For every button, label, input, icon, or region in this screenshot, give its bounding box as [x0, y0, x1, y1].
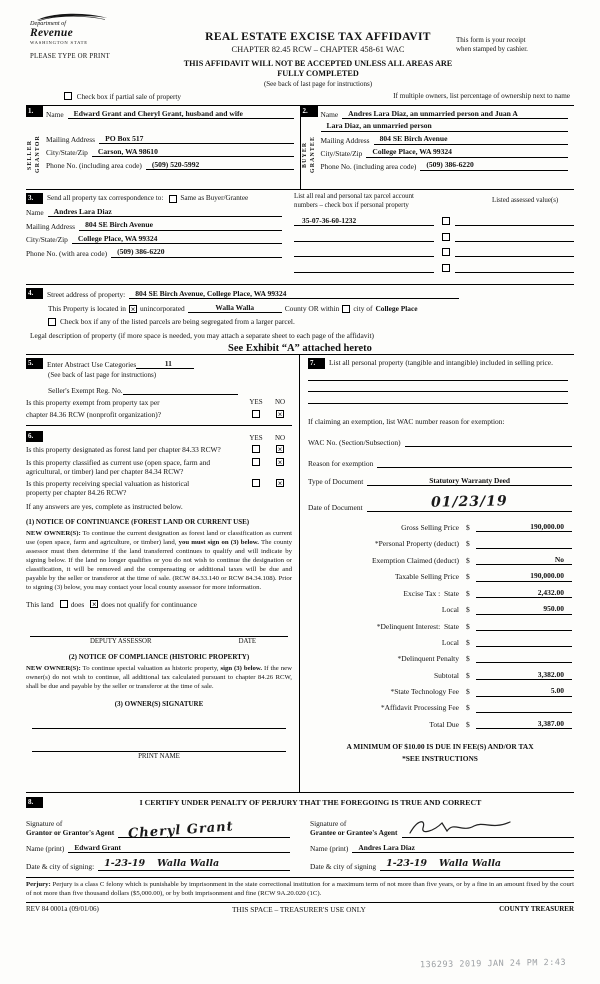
dollar-sign: $ — [466, 670, 470, 680]
section-5-number: 5. — [26, 358, 43, 369]
partial-sale-row — [64, 92, 181, 103]
seller-name-label: Name — [46, 109, 64, 119]
receipt-line2: when stamped by cashier. — [456, 45, 528, 54]
exempt-question-line2 — [26, 410, 292, 419]
seller-mailing-label: Mailing Address — [46, 135, 96, 145]
grantee-signature-scribble — [406, 817, 516, 837]
name-print-label: Name (print) — [26, 844, 65, 853]
section-6-land-classification — [26, 425, 292, 761]
forest-yes-checkbox[interactable] — [252, 445, 260, 453]
no-header: NO — [274, 433, 286, 442]
field-row — [46, 121, 294, 131]
grantor-signature-block — [26, 812, 304, 871]
money-row — [308, 571, 572, 581]
money-value[interactable] — [476, 621, 572, 631]
street-address-value[interactable]: 804 SE Birch Avenue, College Place, WA 99324 — [129, 289, 459, 299]
corr-phone-label: Phone No. (with area code) — [26, 248, 108, 258]
notice-text-1: To continue the current designation as forest land or classification as current use (open space, farm and agriculture, or timber) land, — [26, 529, 292, 546]
grantor-signing-city[interactable]: Walla Walla — [151, 858, 290, 871]
seller-grantor-block — [26, 106, 300, 189]
date-city-label: Date & city of signing — [310, 861, 377, 871]
parcel-personal-checkbox[interactable] — [442, 217, 450, 225]
continuance-qualify-row — [26, 600, 292, 609]
field-row — [321, 109, 569, 119]
grantee-vertical-label: GRANTEE — [309, 135, 316, 174]
dollar-sign: $ — [466, 572, 470, 582]
money-label: Subtotal — [433, 670, 459, 680]
dollar-sign: $ — [466, 703, 470, 713]
logo-text-revenue: Revenue — [30, 26, 73, 39]
section-5-see-back: (See back of last page for instructions) — [48, 371, 157, 379]
reason-exemption-label: Reason for exemption — [308, 458, 374, 468]
grantee-printed-name[interactable]: Andres Lara Diaz — [352, 843, 574, 853]
does-label: does — [70, 599, 85, 609]
money-label: Total Due — [429, 719, 459, 729]
money-row — [308, 539, 572, 549]
historic-text-line2: property per chapter 84.26 RCW? — [26, 488, 127, 498]
legal-description-value[interactable]: See Exhibit “A” attached hereto — [228, 342, 372, 354]
grantor-signing-date[interactable]: 1-23-19 — [98, 858, 151, 871]
abstract-row — [26, 358, 292, 369]
section-3-header — [26, 193, 282, 204]
dollar-sign: $ — [466, 605, 470, 615]
dollar-sign: $ — [466, 555, 470, 565]
no-header: NO — [274, 398, 286, 407]
assessed-value-field[interactable] — [455, 263, 574, 273]
money-label: *Delinquent Penalty — [397, 654, 459, 663]
personal-property-field[interactable] — [308, 381, 568, 393]
exempt-reg-field[interactable] — [123, 385, 238, 395]
parcel-list-header — [294, 193, 574, 210]
parcel-row — [294, 216, 574, 226]
money-value[interactable]: 190,000.00 — [476, 571, 572, 581]
money-label: Local — [441, 605, 459, 615]
money-label: Local — [441, 637, 459, 647]
money-row — [308, 719, 572, 729]
buyer-mailing-label: Mailing Address — [320, 135, 370, 145]
rev-form-number: REV 84 0001a (09/01/06) — [26, 904, 99, 913]
deputy-assessor-signature-line[interactable] — [30, 613, 288, 637]
located-in-row — [48, 303, 574, 313]
document-date-label: Date of Document — [308, 502, 363, 512]
section-1-number: 1. — [26, 106, 43, 117]
dollar-sign: $ — [466, 687, 470, 697]
notice-text-2: The county assessor must then determine if the land transferred continues to qualify and will indicate by signing below. If the land no longer qualifies or you do not wish to continue the designation or classification, it will be removed and the compensating or additional taxes will be due and payable by the seller or transferor at the time of sale. (RCW 84.33.140 or RCW 84.34.108). Prior to signing (3) below, you may contact your local county assessor for more information. — [26, 538, 292, 591]
wac-number-field[interactable] — [405, 437, 572, 447]
grantee-agent-label: Grantee or Grantee's Agent — [310, 828, 398, 838]
notice-continuance-body — [26, 529, 292, 592]
seller-name-value[interactable]: Edward Grant and Cheryl Grant, husband and wife — [68, 109, 294, 119]
section-5-abstract-use — [26, 358, 292, 419]
corr-mailing-label: Mailing Address — [26, 221, 76, 231]
field-row — [26, 234, 282, 244]
money-value[interactable]: 3,382.00 — [476, 670, 572, 680]
forest-land-text: Is this property designated as forest land per chapter 84.33 RCW? — [26, 445, 221, 455]
dollar-sign: $ — [466, 654, 470, 663]
grantee-signature-field[interactable] — [402, 814, 574, 838]
land-does-checkbox[interactable] — [60, 600, 68, 608]
money-row — [308, 670, 572, 680]
money-row — [308, 621, 572, 631]
money-label: *Delinquent Interest: State — [376, 621, 459, 631]
section-7-header — [308, 358, 572, 369]
section-3-tax-correspondence — [26, 190, 574, 285]
section-4-property-location — [26, 285, 574, 355]
grantee-name-row — [310, 843, 574, 853]
money-value[interactable]: 2,432.00 — [476, 588, 572, 598]
grantee-signing-date[interactable]: 1-23-19 — [380, 858, 433, 871]
unincorporated-label: unincorporated — [140, 304, 185, 313]
money-label: Gross Selling Price — [401, 523, 459, 532]
partial-sale-checkbox[interactable] — [64, 92, 72, 100]
corr-name-value[interactable]: Andres Lara Diaz — [48, 207, 282, 217]
grantor-vertical-label: GRANTOR — [35, 135, 41, 174]
assessed-value-label: Listed assessed value(s) — [492, 197, 559, 204]
assessed-value-field[interactable] — [455, 232, 574, 242]
wac-row — [308, 437, 572, 447]
dept-of-revenue-logo — [30, 12, 116, 46]
money-value[interactable]: 5.00 — [476, 686, 572, 696]
section-8-number: 8. — [26, 797, 43, 808]
seller-side-strip — [26, 106, 44, 189]
historic-text-line1: Is this property receiving special valuation as historical — [26, 479, 190, 488]
exempt-question-text1: Is this property exempt from property tax per — [26, 397, 160, 407]
parcel-personal-checkbox[interactable] — [442, 264, 450, 272]
seller-phone-value[interactable]: (509) 520-5992 — [146, 160, 294, 170]
dollar-sign: $ — [466, 523, 470, 532]
reason-row — [308, 458, 572, 468]
seller-csz-label: City/State/Zip — [46, 148, 88, 158]
money-value[interactable] — [476, 703, 572, 713]
corr-name-label: Name — [26, 208, 44, 218]
money-row — [308, 653, 572, 663]
cashier-date-stamp: 136293 2019 JAN 24 PM 2:43 — [419, 958, 567, 971]
located-in-label: This Property is located in — [48, 304, 126, 313]
parcel-row — [294, 247, 574, 257]
parties-section — [26, 105, 574, 190]
county-name-value[interactable]: Walla Walla — [188, 303, 282, 313]
money-row — [308, 555, 572, 565]
current-use-question — [26, 458, 292, 477]
forest-no-checkbox[interactable]: × — [277, 445, 283, 454]
same-as-buyer-checkbox[interactable] — [169, 195, 177, 203]
yes-header: YES — [249, 398, 263, 407]
owner-signature-line[interactable] — [32, 729, 286, 752]
exempt-reg-label: Seller's Exempt Reg. No. — [48, 385, 123, 395]
sign-below-bold: sign (3) below. — [220, 665, 263, 673]
parcel-number-value[interactable] — [294, 232, 434, 242]
dollar-sign: $ — [466, 621, 470, 631]
money-value[interactable]: No — [476, 555, 572, 565]
notice-continuance-title: (1) NOTICE OF CONTINUANCE (FOREST LAND OR CURRENT USE) — [26, 517, 250, 526]
owner-signature-line[interactable] — [32, 709, 286, 729]
document-type-row — [308, 476, 572, 486]
section-8-certification — [26, 793, 574, 878]
money-value[interactable]: 190,000.00 — [476, 522, 572, 532]
section-2-number: 2. — [301, 106, 318, 117]
money-row — [308, 604, 572, 614]
logo-text-state: WASHINGTON STATE — [30, 40, 88, 46]
footer-row — [26, 902, 574, 914]
wac-number-label: WAC No. (Section/Subsection) — [308, 437, 401, 447]
title-block — [180, 12, 456, 92]
main-two-column — [26, 355, 574, 793]
field-row — [46, 134, 294, 144]
dollar-sign: $ — [466, 637, 470, 647]
buyer-phone-value[interactable]: (509) 386-6220 — [420, 160, 568, 170]
dollar-sign: $ — [466, 588, 470, 598]
form-title: REAL ESTATE EXCISE TAX AFFIDAVIT — [205, 30, 431, 43]
land-does-not-checkbox[interactable]: × — [92, 600, 97, 609]
assessed-value-field[interactable] — [455, 216, 574, 226]
receipt-line1: This form is your receipt — [456, 36, 526, 44]
grantor-name-row — [26, 843, 290, 853]
forest-land-question — [26, 445, 292, 454]
handwritten-date: 01/23/19 — [430, 492, 508, 511]
minimum-fee-note: A MINIMUM OF $10.00 IS DUE IN FEE(S) AND/OR TAX — [346, 742, 534, 752]
section-7-selling-price — [300, 355, 574, 792]
field-row — [46, 147, 294, 157]
section-6-number: 6. — [26, 431, 43, 442]
money-value[interactable] — [476, 653, 572, 663]
money-value[interactable]: 3,387.00 — [476, 719, 572, 729]
city-of-label: city of — [353, 304, 373, 313]
chapter-line: CHAPTER 82.45 RCW – CHAPTER 458-61 WAC — [231, 45, 405, 55]
grantor-date-row — [26, 858, 290, 871]
money-value[interactable] — [476, 637, 572, 647]
signature-of-label: Signature of — [26, 819, 63, 829]
money-label: Taxable Selling Price — [394, 572, 459, 582]
section-4-number: 4. — [26, 288, 43, 299]
buyer-phone-label: Phone No. (including area code) — [320, 161, 417, 171]
receipt-note — [456, 12, 574, 92]
grantor-printed-name[interactable]: Edward Grant — [68, 843, 290, 853]
exemption-claim-label: If claiming an exemption, list WAC number reason for exemption: — [308, 416, 505, 426]
seller-mailing-value[interactable]: PO Box 517 — [99, 134, 293, 144]
see-back-note: (See back of last page for instructions) — [263, 80, 373, 89]
notice-text-2: If the new owner(s) do not wish to continue, all additional tax calculated pursuant to chapter 84.26 RCW, shall be due and payable by the seller or transferor at the time of sale. — [26, 665, 292, 691]
date-label: DATE — [238, 637, 256, 645]
form-header — [0, 0, 600, 92]
money-label: *Personal Property (deduct) — [374, 539, 459, 549]
historic-question — [26, 479, 292, 498]
buyer-side-strip — [301, 106, 319, 189]
grantor-signature: Cheryl Grant — [127, 819, 235, 842]
name-print-label: Name (print) — [310, 844, 349, 853]
new-owners-lead: NEW OWNER(S): — [26, 529, 81, 537]
field-row — [321, 160, 569, 170]
money-row — [308, 522, 572, 532]
segregated-label: Check box if any of the listed parcels are being segregated from a larger parcel. — [60, 317, 295, 327]
money-value[interactable] — [476, 539, 572, 549]
segregated-row — [48, 317, 574, 326]
assessed-value-field[interactable] — [455, 247, 574, 257]
abstract-label: Enter Abstract Use Categories — [47, 359, 137, 369]
buyer-csz-value[interactable]: College Place, WA 99324 — [366, 147, 568, 157]
segregated-checkbox[interactable] — [48, 318, 56, 326]
if-yes-note: If any answers are yes, complete as instructed below. — [26, 501, 183, 511]
reason-exemption-field[interactable] — [377, 458, 572, 468]
signature-of-label: Signature of — [310, 819, 347, 829]
current-use-text-line1: Is this property classified as current use (open space, farm and — [26, 457, 211, 467]
field-row — [321, 134, 569, 144]
current-use-no-checkbox[interactable]: × — [277, 457, 283, 466]
exempt-reg-row — [48, 385, 238, 395]
street-address-row — [26, 288, 574, 299]
see-instructions-note: *SEE INSTRUCTIONS — [402, 753, 478, 763]
legal-description-label: Legal description of property (if more space is needed, you may attach a separate sheet to each page of the affidavit) — [30, 330, 374, 340]
document-date-row — [308, 492, 572, 512]
date-city-label: Date & city of signing: — [26, 861, 95, 871]
exempt-no-checkbox[interactable]: × — [277, 410, 283, 418]
grantor-signature-field[interactable] — [118, 814, 290, 842]
money-row — [308, 637, 572, 647]
parcel-row — [294, 263, 574, 273]
grantee-date-row — [310, 858, 574, 871]
field-row — [26, 207, 282, 217]
current-use-text-line2: agricultural, or timber) land per chapter 84.34 RCW? — [26, 466, 184, 476]
parcel-number-value[interactable] — [294, 247, 434, 257]
notice-compliance-title: (2) NOTICE OF COMPLIANCE (HISTORIC PROPERTY) — [68, 653, 250, 662]
personal-property-field[interactable] — [308, 392, 568, 404]
unincorporated-checkbox[interactable]: × — [130, 305, 136, 314]
money-value[interactable]: 950.00 — [476, 604, 572, 614]
parcel-heading-line2: numbers – check box if personal property — [294, 201, 409, 209]
must-sign-bold: you must sign on (3) below. — [178, 538, 259, 546]
buyer-vertical-label: BUYER — [301, 141, 308, 168]
topbar — [64, 92, 570, 103]
seller-vertical-label: SELLER — [27, 139, 33, 170]
corr-csz-label: City/State/Zip — [26, 235, 68, 245]
parcel-personal-checkbox[interactable] — [442, 248, 450, 256]
field-row — [26, 247, 282, 257]
document-type-label: Type of Document — [308, 476, 364, 486]
yes-no-header-row — [26, 431, 292, 442]
historic-yes-checkbox[interactable] — [252, 479, 260, 487]
buyer-name-label: Name — [320, 109, 339, 119]
dollar-sign: $ — [466, 539, 470, 549]
money-label: Excise Tax : State — [403, 588, 459, 598]
money-label: *Affidavit Processing Fee — [380, 703, 459, 713]
county-or-label: County OR within — [284, 304, 340, 313]
grantor-agent-label: Grantor or Grantor's Agent — [26, 828, 115, 838]
field-row — [46, 109, 294, 119]
document-date-value[interactable] — [367, 494, 572, 513]
personal-property-label: List all personal property (tangible and intangible) included in selling price. — [329, 358, 553, 367]
same-as-buyer-label: Same as Buyer/Grantee — [180, 194, 249, 202]
parcel-row — [294, 232, 574, 242]
corr-mailing-value[interactable]: 804 SE Birch Avenue — [79, 220, 282, 230]
partial-sale-label: Check box if partial sale of property — [76, 93, 181, 101]
deputy-assessor-labels — [26, 637, 292, 646]
multiple-owners-note: If multiple owners, list percentage of ownership next to name — [393, 92, 570, 100]
money-row — [308, 686, 572, 696]
corr-phone-value[interactable]: (509) 386-6220 — [111, 247, 282, 257]
send-correspondence-label: Send all property tax correspondence to: — [47, 194, 164, 202]
grantee-signature-block — [304, 812, 574, 871]
notice-compliance-body — [26, 664, 292, 691]
parcel-personal-checkbox[interactable] — [442, 233, 450, 241]
please-type-or-print-label: PLEASE TYPE OR PRINT — [30, 52, 110, 60]
street-address-label: Street address of property: — [47, 289, 126, 299]
deputy-assessor-label: DEPUTY ASSESSOR — [90, 637, 152, 645]
certify-header — [26, 797, 574, 808]
notice-text-1: To continue special valuation as historic property, — [82, 665, 219, 673]
this-land-label: This land — [26, 599, 54, 609]
treasurer-space-label: THIS SPACE – TREASURER'S USE ONLY — [232, 904, 366, 914]
buyer-name-value-line1[interactable]: Andres Lara Diaz, an unmarried person and Juan A — [342, 109, 568, 119]
exempt-question-line1 — [26, 398, 292, 407]
parcel-number-value[interactable]: 35-07-36-60-1232 — [294, 216, 434, 226]
money-label: Exemption Claimed (deduct) — [371, 555, 459, 565]
buyer-grantee-block — [300, 106, 575, 189]
new-owners-lead: NEW OWNER(S): — [26, 665, 81, 673]
money-row — [308, 588, 572, 598]
seller-csz-value[interactable]: Carson, WA 98610 — [92, 147, 294, 157]
buyer-csz-label: City/State/Zip — [320, 148, 363, 158]
field-row — [321, 121, 569, 131]
owners-signature-title: (3) OWNER(S) SIGNATURE — [114, 700, 204, 709]
document-type-value[interactable]: Statutory Warranty Deed — [367, 476, 572, 486]
perjury-lead: Perjury: — [26, 881, 51, 888]
buyer-name-value-line2[interactable]: Lara Diaz, an unmarried person — [321, 121, 569, 131]
seller-name-line2[interactable] — [46, 121, 294, 131]
corr-csz-value[interactable]: College Place, WA 99324 — [72, 234, 282, 244]
exempt-yes-checkbox[interactable] — [252, 410, 260, 418]
logo-block — [30, 12, 180, 92]
warning-line: THIS AFFIDAVIT WILL NOT BE ACCEPTED UNLESS ALL AREAS ARE FULLY COMPLETED — [183, 58, 453, 79]
parcel-number-value[interactable] — [294, 263, 434, 273]
seller-phone-label: Phone No. (including area code) — [46, 161, 142, 171]
perjury-text: Perjury is a class C felony which is punishable by imprisonment in the state correctional institution for a maximum term of not more than five years, or by a fine in an amount fixed by the court of not more than five thousand dollars ($5,000.00), or by both imprisonment and fine (RCW 9A.20.020 (1C). — [26, 881, 574, 897]
perjury-notice — [26, 881, 574, 899]
exempt-question-text2: chapter 84.36 RCW (nonprofit organization)? — [26, 410, 161, 419]
city-name-value[interactable]: College Place — [375, 304, 418, 313]
print-name-label: PRINT NAME — [138, 753, 180, 761]
field-row — [46, 160, 294, 170]
buyer-mailing-value[interactable]: 804 SE Birch Avenue — [374, 134, 568, 144]
grantee-signing-city[interactable]: Walla Walla — [433, 858, 574, 871]
section-3-number: 3. — [26, 193, 43, 204]
logo-text-department: Department of — [30, 20, 66, 27]
city-checkbox[interactable] — [342, 305, 350, 313]
section-7-number: 7. — [308, 358, 325, 369]
yes-header: YES — [249, 433, 263, 442]
abstract-value[interactable]: 11 — [136, 359, 194, 369]
current-use-yes-checkbox[interactable] — [252, 458, 260, 466]
does-not-label: does not qualify for continuance — [101, 599, 197, 609]
personal-property-field[interactable] — [308, 369, 568, 381]
county-treasurer-label: COUNTY TREASURER — [499, 904, 574, 913]
parcel-heading-line1: List all real and personal tax parcel account — [294, 193, 414, 200]
money-row — [308, 703, 572, 713]
field-row — [26, 220, 282, 230]
dollar-sign: $ — [466, 719, 470, 729]
money-label: *State Technology Fee — [390, 687, 459, 697]
historic-no-checkbox[interactable]: × — [277, 479, 283, 487]
certify-statement: I CERTIFY UNDER PENALTY OF PERJURY THAT THE FOREGOING IS TRUE AND CORRECT — [139, 797, 482, 807]
field-row — [321, 147, 569, 157]
